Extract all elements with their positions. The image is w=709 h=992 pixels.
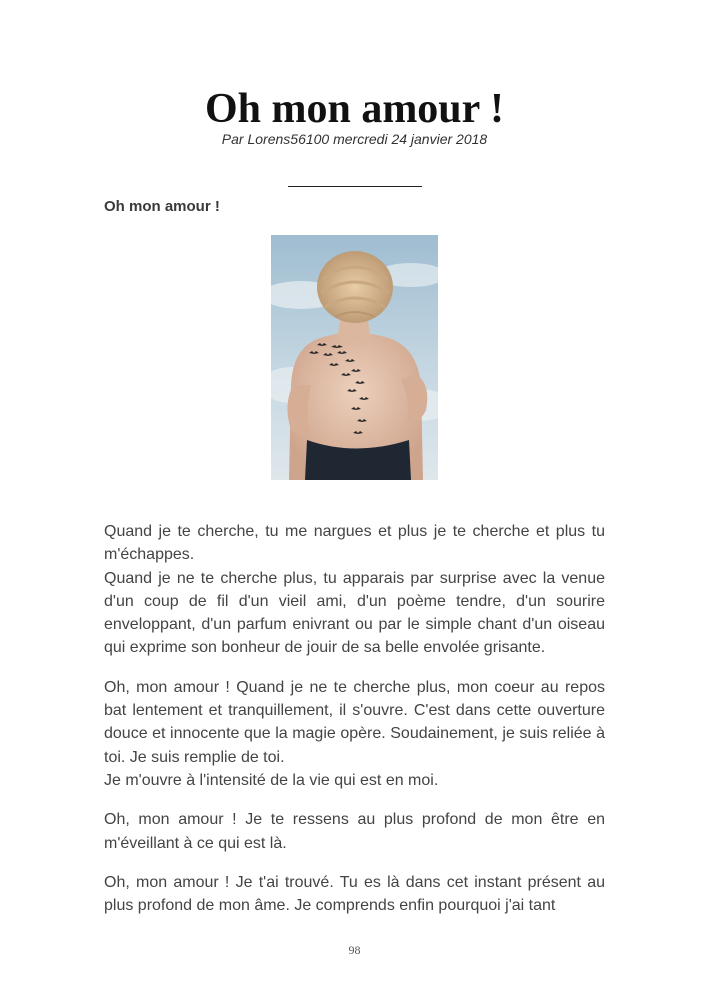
paragraph-line: Oh, mon amour ! Quand je ne te cherche plus, mon coeur au repos bat lentement et tranquillement, il s'ouvre. C'est dans cette ouverture douce et innocente que la magie opère. Soudainement, je suis reliée à toi. Je suis remplie de toi. [104, 678, 605, 766]
section-divider [288, 186, 422, 187]
paragraph-line: Oh, mon amour ! Je te ressens au plus profond de mon être en m'éveillant à ce qui est là. [104, 811, 605, 852]
paragraph-line: Quand je ne te cherche plus, tu apparais par surprise avec la venue d'un coup de fil d'un vieil ami, d'un poème tendre, d'un sourire enveloppant, d'un parfum enivrant ou par le simple chant d'un oiseau qui exprime son bonheur de jouir de sa belle envolée grisante. [104, 569, 605, 657]
page-title: Oh mon amour ! [204, 86, 505, 132]
page-number: 98 [348, 943, 361, 957]
paragraph-2 [104, 676, 605, 792]
paragraph-line: Quand je te cherche, tu me nargues et plus je te cherche et plus tu m'échappes. [104, 523, 605, 564]
paragraph-line: Je m'ouvre à l'intensité de la vie qui est en moi. [104, 771, 439, 789]
paragraph-line: Oh, mon amour ! Je t'ai trouvé. Tu es là dans cet instant présent au plus profond de mon âme. Je comprends enfin pourquoi j'ai tant [104, 873, 605, 915]
article-subtitle: Oh mon amour ! [104, 198, 220, 215]
paragraph-4 [104, 871, 605, 918]
author-date-byline: Par Lorens56100 mercredi 24 janvier 2018 [221, 131, 488, 147]
article-body [104, 520, 605, 933]
paragraph-3 [104, 808, 605, 855]
back-tattoo-photo [271, 235, 438, 480]
paragraph-1 [104, 520, 605, 660]
